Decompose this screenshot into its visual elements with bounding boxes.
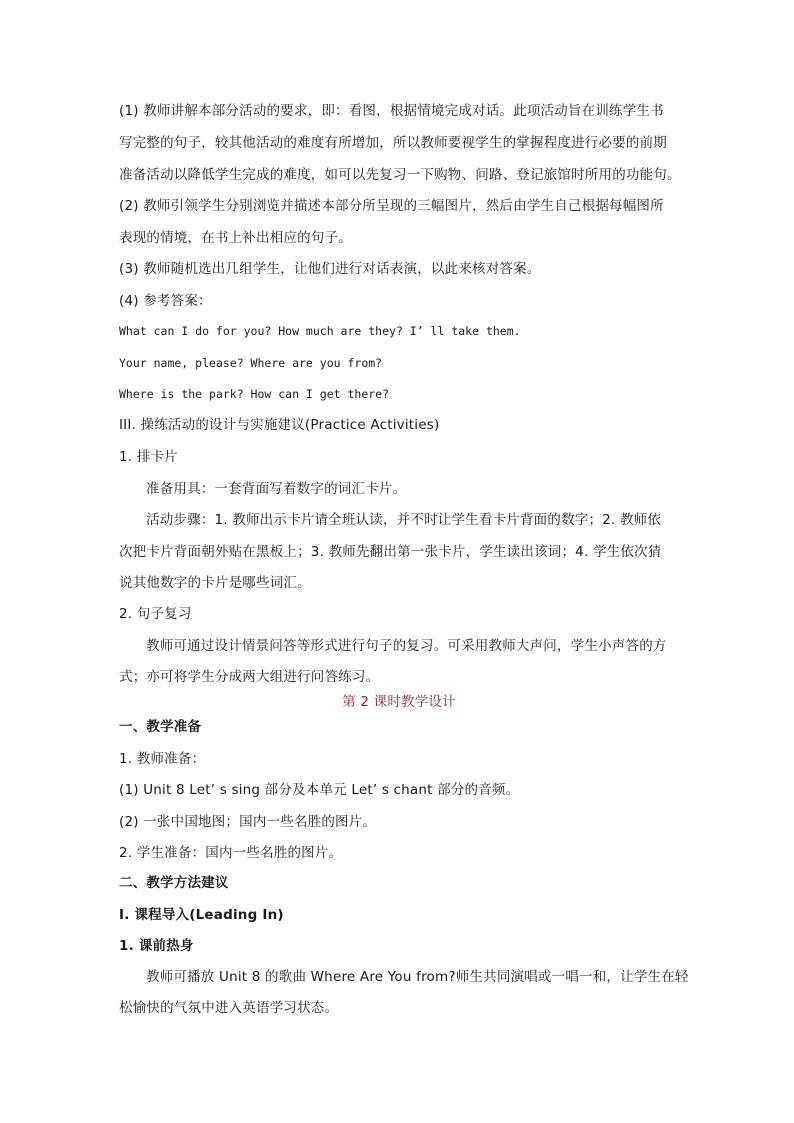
paragraph-line: (1) 教师讲解本部分活动的要求，即：看图，根据情境完成对话。此项活动旨在训练学生书 <box>119 103 664 119</box>
paragraph-line: 松愉快的气氛中进入英语学习状态。 <box>119 1000 339 1016</box>
paragraph-line: (3) 教师随机选出几组学生，让他们进行对话表演，以此来核对答案。 <box>119 261 541 277</box>
paragraph-line: (1) Unit 8 Let’ s sing 部分及本单元 Let’ s chant 部分的音频。 <box>119 782 520 798</box>
answer-line: Where is the park? How can I get there? <box>119 387 390 401</box>
paragraph-line: 教师可通过设计情景问答等形式进行句子的复习。可采用教师大声问，学生小声答的方 <box>146 638 667 654</box>
paragraph-line: 写完整的句子，较其他活动的难度有所增加，所以教师要视学生的掌握程度进行必要的前期 <box>119 135 667 151</box>
paragraph-line: 活动步骤：1. 教师出示卡片请全班认读，并不时让学生看卡片背面的数字；2. 教师依 <box>146 512 662 528</box>
section-heading: 二、教学方法建议 <box>119 875 229 891</box>
paragraph-line: 准备用具：一套背面写着数字的词汇卡片。 <box>146 481 407 497</box>
paragraph-line: (4) 参考答案： <box>119 293 212 309</box>
item-title: 1. 排卡片 <box>119 449 178 465</box>
section-heading: I. 课程导入(Leading In) <box>119 907 284 923</box>
paragraph-line: (2) 教师引领学生分别浏览并描述本部分所呈现的三幅图片，然后由学生自己根据每幅图所 <box>119 198 664 214</box>
paragraph-line: 次把卡片背面朝外贴在黑板上；3. 教师先翻出第一张卡片，学生读出该词；4. 学生依次猜 <box>119 544 662 560</box>
lesson-title: 第 2 课时教学设计 <box>342 694 456 710</box>
paragraph-line: 2. 学生准备：国内一些名胜的图片。 <box>119 845 343 861</box>
section-heading: III. 操练活动的设计与实施建议(Practice Activities) <box>119 417 440 433</box>
paragraph-line: 教师可播放 Unit 8 的歌曲 Where Are You from?师生共同演唱或一唱一和，让学生在轻 <box>146 969 689 985</box>
paragraph-line: 1. 教师准备： <box>119 751 206 767</box>
answer-line: Your name, please? Where are you from? <box>119 356 383 370</box>
section-heading: 一、教学准备 <box>119 719 202 735</box>
item-title: 1. 课前热身 <box>119 938 194 954</box>
answer-line: What can I do for you? How much are they? I’ ll take them. <box>119 324 521 338</box>
paragraph-line: (2) 一张中国地图；国内一些名胜的图片。 <box>119 814 377 830</box>
paragraph-line: 准备活动以降低学生完成的难度，如可以先复习一下购物、问路、登记旅馆时所用的功能句。 <box>119 167 681 183</box>
paragraph-line: 说其他数字的卡片是哪些词汇。 <box>119 575 311 591</box>
item-title: 2. 句子复习 <box>119 606 192 622</box>
paragraph-line: 式；亦可将学生分成两大组进行问答练习。 <box>119 669 380 685</box>
paragraph-line: 表现的情境，在书上补出相应的句子。 <box>119 230 352 246</box>
